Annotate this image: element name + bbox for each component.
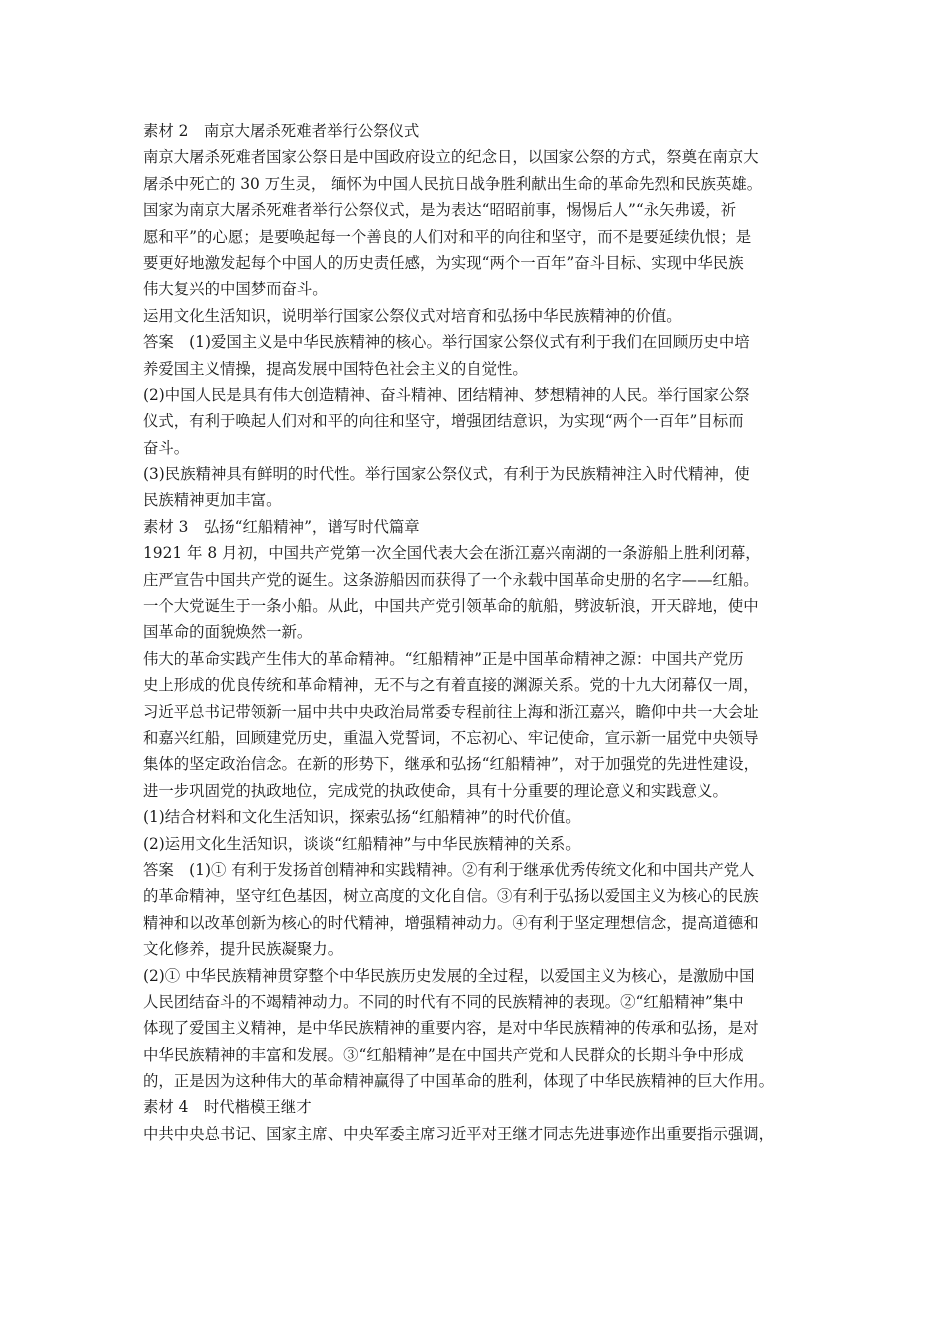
answer-line: 文化修养，提升民族凝聚力。 xyxy=(143,940,344,959)
question-line: (1)结合材料和文化生活知识，探索弘扬“红船精神”的时代价值。 xyxy=(143,808,581,827)
text-line: 集体的坚定政治信念。在新的形势下，继承和弘扬“红船精神”，对于加强党的先进性建设， xyxy=(143,755,759,774)
answer-line: 仪式，有利于唤起人们对和平的向往和坚守，增强团结意识，为实现“两个一百年”目标而 xyxy=(143,412,744,431)
answer-line: (3)民族精神具有鲜明的时代性。举行国家公祭仪式，有利于为民族精神注入时代精神，使 xyxy=(143,465,750,484)
text-line: 国革命的面貌焕然一新。 xyxy=(143,623,313,642)
text-line: 国家为南京大屠杀死难者举行公祭仪式，是为表达“昭昭前事，惕惕后人”“永矢弗谖，祈 xyxy=(143,201,737,220)
text-line: 一个大党诞生于一条小船。从此，中国共产党引领革命的航船，劈波斩浪，开天辟地，使中 xyxy=(143,597,759,616)
text-line: 进一步巩固党的执政地位，完成党的执政使命，具有十分重要的理论意义和实践意义。 xyxy=(143,781,728,800)
text-line: 中共中央总书记、国家主席、中央军委主席习近平对王继才同志先进事迹作出重要指示强调， xyxy=(143,1124,775,1143)
text-line: 和嘉兴红船，回顾建党历史，重温入党誓词，不忘初心、牢记使命，宣示新一届党中央领导 xyxy=(143,728,759,747)
section-heading-material-4: 素材 4 时代楷模王继才 xyxy=(143,1098,312,1117)
answer-line: 答案 (1)① 有利于发扬首创精神和实践精神。②有利于继承优秀传统文化和中国共产党人 xyxy=(143,860,755,879)
answer-line: 精神和以改革创新为核心的时代精神，增强精神动力。④有利于坚定理想信念，提高道德和 xyxy=(143,913,759,932)
text-line: 愿和平”的心愿；是要唤起每一个善良的人们对和平的向往和坚守，而不是要延续仇恨；是 xyxy=(143,227,752,246)
answer-line: 民族精神更加丰富。 xyxy=(143,491,282,510)
question-line: (2)运用文化生活知识，谈谈“红船精神”与中华民族精神的关系。 xyxy=(143,834,581,853)
answer-line: 人民团结奋斗的不竭精神动力。不同的时代有不同的民族精神的表现。②“红船精神”集中 xyxy=(143,992,744,1011)
answer-line: 奋斗。 xyxy=(143,438,190,457)
text-line: 史上形成的优良传统和革命精神，无不与之有着直接的渊源关系。党的十九大闭幕仅一周， xyxy=(143,676,759,695)
answer-line: (2)① 中华民族精神贯穿整个中华民族历史发展的全过程，以爱国主义为核心，是激励中国 xyxy=(143,966,755,985)
question-line: 运用文化生活知识，说明举行国家公祭仪式对培育和弘扬中华民族精神的价值。 xyxy=(143,306,682,325)
answer-line: 的，正是因为这种伟大的革命精神赢得了中国革命的胜利，体现了中华民族精神的巨大作用。 xyxy=(143,1072,775,1091)
answer-line: 养爱国主义情操，提高发展中国特色社会主义的自觉性。 xyxy=(143,359,528,378)
section-heading-material-3: 素材 3 弘扬“红船精神”，谱写时代篇章 xyxy=(143,517,420,536)
text-line: 伟大的革命实践产生伟大的革命精神。“红船精神”正是中国革命精神之源：中国共产党历 xyxy=(143,649,744,668)
answer-line: (2)中国人民是具有伟大创造精神、奋斗精神、团结精神、梦想精神的人民。举行国家公祭 xyxy=(143,385,750,404)
document-body xyxy=(143,118,823,1147)
answer-line: 中华民族精神的丰富和发展。③“红船精神”是在中国共产党和人民群众的长期斗争中形成 xyxy=(143,1045,744,1064)
section-heading-material-2: 素材 2 南京大屠杀死难者举行公祭仪式 xyxy=(143,122,420,140)
answer-line: 的革命精神，坚守红色基因，树立高度的文化自信。③有利于弘扬以爱国主义为核心的民族 xyxy=(143,887,759,906)
answer-line: 答案 (1)爱国主义是中华民族精神的核心。举行国家公祭仪式有利于我们在回顾历史中培 xyxy=(143,333,750,352)
text-line: 伟大复兴的中国梦而奋斗。 xyxy=(143,280,328,299)
text-line: 庄严宣告中国共产党的诞生。这条游船因而获得了一个永载中国革命史册的名字——红船。 xyxy=(143,570,759,589)
text-line: 习近平总书记带领新一届中共中央政治局常委专程前往上海和浙江嘉兴，瞻仰中共一大会址 xyxy=(143,702,759,721)
text-line: 南京大屠杀死难者国家公祭日是中国政府设立的纪念日，以国家公祭的方式，祭奠在南京大 xyxy=(143,148,759,167)
answer-line: 体现了爱国主义精神，是中华民族精神的重要内容，是对中华民族精神的传承和弘扬，是对 xyxy=(143,1019,759,1038)
text-line: 屠杀中死亡的 30 万生灵， 缅怀为中国人民抗日战争胜利献出生命的革命先烈和民族英雄。 xyxy=(143,174,763,193)
text-line: 要更好地激发起每个中国人的历史责任感，为实现“两个一百年”奋斗目标、实现中华民族 xyxy=(143,253,744,272)
text-line: 1921 年 8 月初，中国共产党第一次全国代表大会在浙江嘉兴南湖的一条游船上胜利闭幕， xyxy=(143,544,761,563)
